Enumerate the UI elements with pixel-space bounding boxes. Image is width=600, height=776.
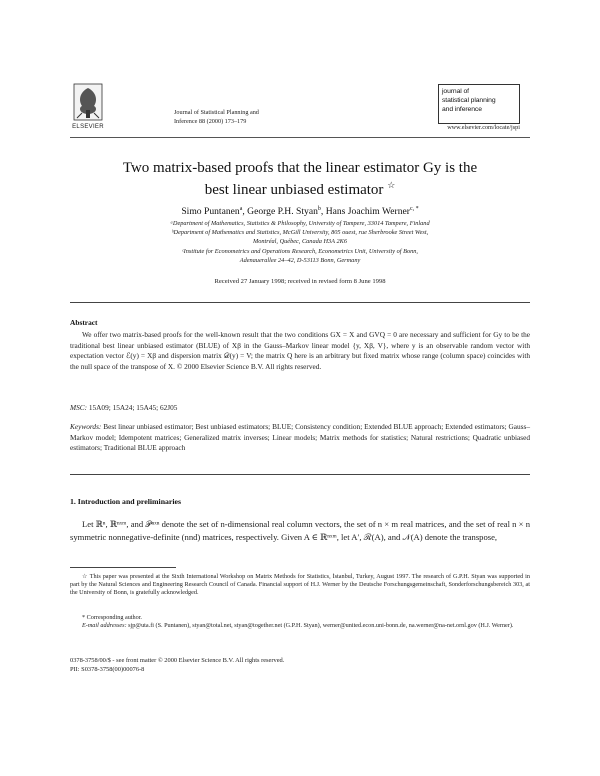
author-affil-mark: c, * [410, 206, 419, 212]
footnote-emails [70, 622, 530, 630]
msc-label: MSC: [70, 403, 88, 412]
keywords-label: Keywords: [70, 422, 102, 431]
title-line-2 [70, 177, 530, 199]
abstract-top-divider [70, 302, 530, 303]
author-affil-mark: a [239, 206, 243, 212]
elsevier-wordmark: ELSEVIER [72, 124, 104, 130]
journal-issue: Inference 88 (2000) 173–179 [174, 118, 247, 125]
journal-website[interactable]: www.elsevier.com/locate/jspi [447, 124, 520, 131]
abstract-bottom-divider [70, 474, 530, 475]
affiliation-c-line2: Adenauerallee 24–42, D-53113 Bonn, Germany [239, 257, 361, 264]
affiliation-c-line1: ᶜInstitute for Econometrics and Operations Research, Econometrics Unit, University of Bonn, [182, 248, 418, 255]
journal-name: Journal of Statistical Planning and [174, 109, 259, 116]
email-addresses[interactable]: sjp@uta.fi (S. Puntanen), styan@total.net, styan@together.net (G.P.H. Styan), werner@united.econ.uni-bonn.de, na.werner@na-net.ornl.gov (H.J. Werner). [128, 622, 514, 629]
copyright-line: 0378-3758/00/$ - see front matter © 2000 Elsevier Science B.V. All rights reserved. [70, 657, 285, 664]
affiliation-b-line2: Montréal, Québec, Canada H3A 2K6 [253, 238, 347, 245]
journal-logo-line: journal of [442, 88, 469, 95]
keywords-block [70, 422, 530, 454]
abstract-heading: Abstract [70, 318, 98, 327]
footnote-star: ☆ This paper was presented at the Sixth International Workshop on Matrix Methods for Statistics, İstanbul, Turkey, August 1997. The research of G.P.H. Styan was supported in part by the Natural Sciences and Engineering Research Council of Canada. Financial support of H.J. Werner by the Deutsche Forschungsgemeinschaft, Sonderforschungsbereich 303, at the University of Bonn, is gratefully acknowledged. [70, 573, 530, 597]
msc-line [70, 403, 530, 414]
title-line-1: Two matrix-based proofs that the linear estimator Gy is the [122, 160, 478, 176]
email-label: E-mail addresses: [82, 622, 127, 629]
author-styan: George P.H. Styan [247, 206, 318, 218]
received-dates: Received 27 January 1998; received in revised form 8 June 1998 [214, 278, 386, 285]
journal-reference [174, 108, 324, 126]
title-line-2-text: best linear unbiased estimator [204, 182, 384, 198]
journal-logo-line: statistical planning [442, 97, 496, 104]
author-werner: Hans Joachim Werner [325, 206, 410, 218]
msc-codes: 15A09; 15A24; 15A45; 62J05 [88, 403, 178, 412]
author-list: Simo Puntanen$^a$, George P.H. Styan$^b$, Hans Joachim Werner$^{c, *}$ [181, 206, 419, 218]
affiliation-b-line1: ᵇDepartment of Mathematics and Statistics, McGill University, 805 ouest, rue Sherbrooke Street West, [171, 229, 429, 236]
author-puntanen: Simo Puntanen [181, 206, 240, 218]
section-1-text: Let ℝⁿ, ℝⁿˣᵐ, and 𝒫ⁿˣⁿ denote the set of n-dimensional real column vectors, the set of n × m real matrices, and the set of real n × n symmetric nonnegative-definite (nnd) matrices, respectively. Given A ∈ ℝⁿˣᵐ, let A′, ℛ(A), and 𝒩(A) denote the transpose, [70, 519, 530, 542]
journal-logo [438, 84, 520, 124]
journal-logo-line: and inference [442, 106, 482, 113]
title-footnote-mark: ☆ [387, 180, 396, 190]
footnote-divider [70, 567, 176, 568]
footnote-corresponding: * Corresponding author. [82, 614, 142, 621]
article-title [70, 160, 530, 199]
abstract-text: We offer two matrix-based proofs for the well-known result that the two conditions GX = X and GVQ = 0 are necessary and sufficient for Gy to be the traditional best linear unbiased estimator (BLUE) of Xβ in the Gauss–Markov linear model {y, Xβ, V}, where y is an observable random vector with expectation vector ℰ(y) = Xβ and dispersion matrix 𝒟(y) = V; the matrix Q here is an arbitrary but fixed matrix whose range (column space) coincides with the null space of the transpose of X. © 2000 Elsevier Science B.V. All rights reserved. [70, 330, 530, 371]
keywords-text: Best linear unbiased estimator; Best unbiased estimators; BLUE; Consistency condition; Extended BLUE approach; Extended estimators; Gauss–Markov model; Idempotent matrices; Generalized matrix inverses; Linear models; Matrix methods for statistics; Natural restrictions; Quadratic unbiased estimators; Traditional BLUE approach [70, 422, 530, 453]
pii-line: PII: S0378-3758(00)00076-8 [70, 666, 145, 673]
author-affil-mark: b [317, 206, 321, 212]
affiliation-a: ᵃDepartment of Mathematics, Statistics & Philosophy, University of Tampere, 33014 Tampere, Finland [170, 220, 430, 227]
section-heading: 1. Introduction and preliminaries [70, 497, 182, 506]
elsevier-logo [68, 80, 108, 136]
header-divider [70, 137, 530, 138]
